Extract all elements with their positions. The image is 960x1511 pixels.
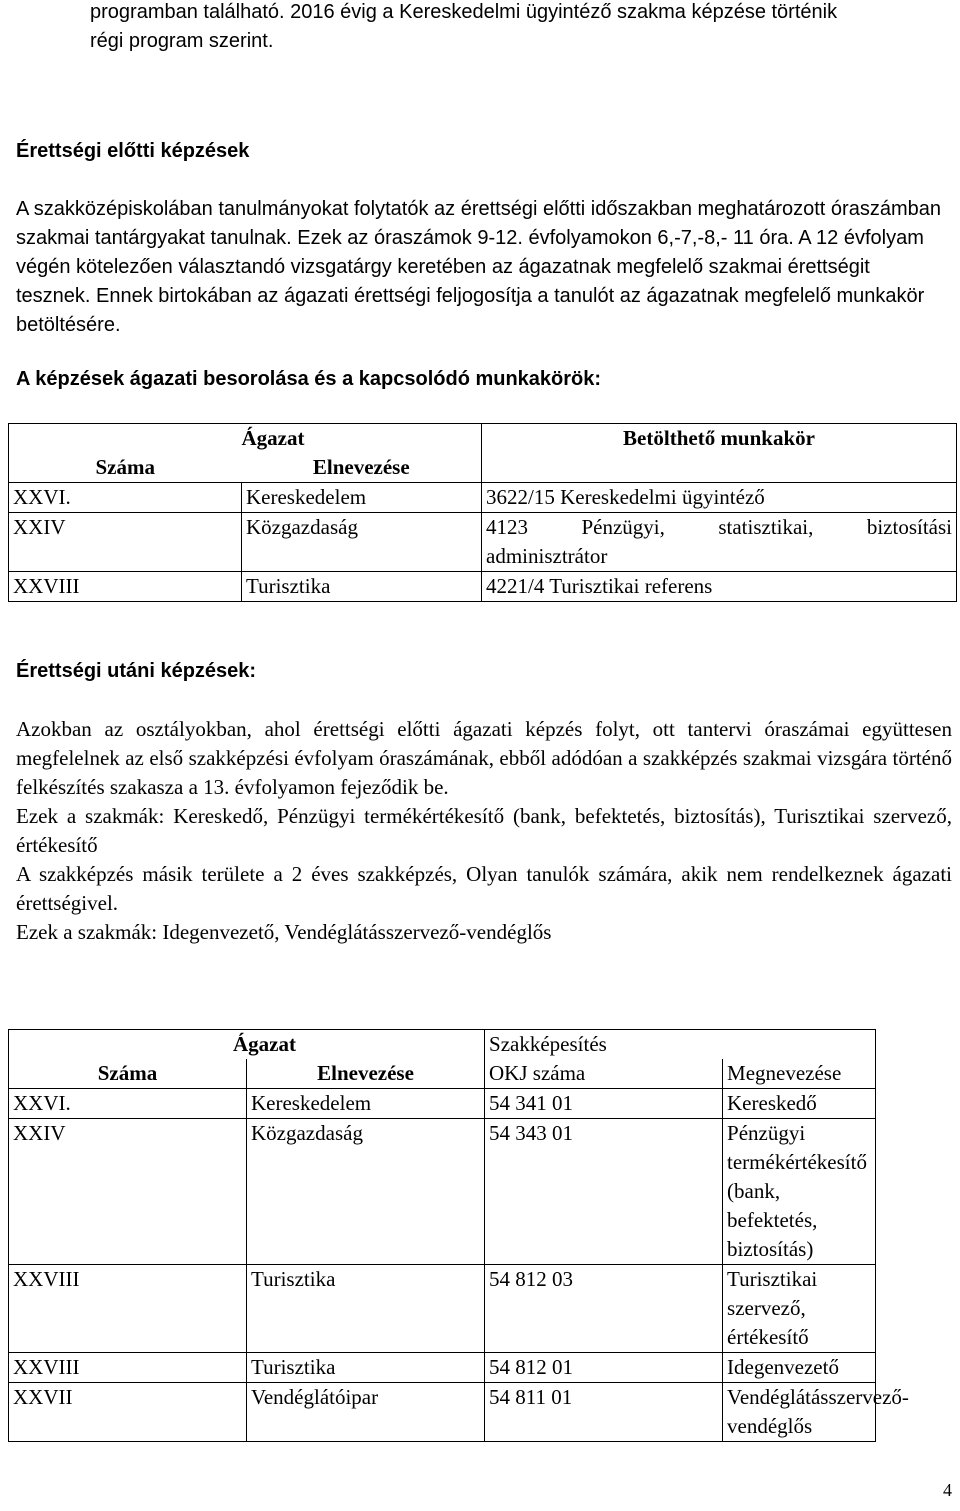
table1-header-munkakor: Betölthető munkakör: [482, 424, 957, 454]
post-exam-paragraph-3: A szakképzés másik területe a 2 éves szakképzés, Olyan tanulók számára, akik nem rendelkeznek ágazati érettségivel.: [16, 862, 952, 915]
section-heading-post-exam: Érettségi utáni képzések:: [16, 660, 257, 682]
table2-header-row: [9, 1030, 876, 1060]
table2-header-szama: Száma: [9, 1059, 247, 1089]
page-number: 4: [943, 1480, 952, 1500]
table2-header-szakkepesites: Szakképesítés: [485, 1030, 876, 1060]
table2-cell-szama: XXVIII: [9, 1353, 247, 1383]
table2-cell-okj: 54 811 01: [485, 1383, 723, 1442]
table-row: [9, 1265, 876, 1353]
table1-cell-szama: XXVIII: [9, 572, 242, 602]
pre-exam-paragraph: A szakközépiskolában tanulmányokat folytatók az érettségi előtti időszakban meghatározott óraszámban szakmai tantárgyakat tanulnak. Ezek az óraszámok 9-12. évfolyamokon 6,-7,-8,- 11 óra. A 12 évfolyam végén kötelezően választandó vizsgatárgy keretében az ágazatnak megfelelő szakmai érettségit tesznek. Ennek birtokában az ágazati érettségi feljogosítja a tanulót az ágazatnak megfelelő munkakör betöltésére.: [16, 198, 941, 336]
post-exam-paragraph-4: Ezek a szakmák: Idegenvezető, Vendéglátásszervező-vendéglős: [16, 920, 552, 944]
table-row: [9, 483, 957, 513]
table2-cell-elnevezes: Vendéglátóipar: [247, 1383, 485, 1442]
table-row: [9, 1353, 876, 1383]
table2-cell-okj: 54 341 01: [485, 1089, 723, 1119]
table2-header-megnevezese: Megnevezése: [723, 1059, 876, 1089]
table2-header-agazat: Ágazat: [9, 1030, 485, 1060]
table2-cell-okj: 54 812 01: [485, 1353, 723, 1383]
section-heading-pre-exam: Érettségi előtti képzések: [16, 140, 250, 162]
table-row: [9, 572, 957, 602]
table2-cell-szama: XXVIII: [9, 1265, 247, 1353]
table1-subheader-row: [9, 453, 957, 483]
table1-cell-munkakor: 3622/15 Kereskedelmi ügyintéző: [482, 483, 957, 513]
table-row: [9, 513, 957, 572]
table1-munkakor-line2: adminisztrátor: [486, 544, 608, 568]
table1-cell-szama: XXIV: [9, 513, 242, 572]
table2-cell-elnevezes: Turisztika: [247, 1265, 485, 1353]
intro-line-2: régi program szerint.: [90, 30, 274, 52]
table1-header-row: [9, 424, 957, 454]
table1-cell-szama: XXVI.: [9, 483, 242, 513]
post-exam-text: [16, 715, 952, 947]
table2-cell-szama: XXIV: [9, 1119, 247, 1265]
table1-heading: A képzések ágazati besorolása és a kapcsolódó munkakörök:: [16, 368, 602, 390]
table2-cell-okj: 54 812 03: [485, 1265, 723, 1353]
sector-jobs-table: [8, 423, 957, 602]
table1-header-elnevezese: Elnevezése: [242, 453, 482, 483]
table2-cell-megnevezes: Pénzügyi termékértékesítő (bank, befektetés, biztosítás): [723, 1119, 876, 1265]
table-row: [9, 1383, 876, 1442]
table2-cell-szama: XXVII: [9, 1383, 247, 1442]
table1-header-agazat: Ágazat: [9, 424, 482, 454]
table2-cell-okj: 54 343 01: [485, 1119, 723, 1265]
table2-header-okj: OKJ száma: [485, 1059, 723, 1089]
post-exam-paragraph-1: Azokban az osztályokban, ahol érettségi előtti ágazati képzés folyt, ott tantervi óraszámai együttesen megfelelnek az első szakképzési évfolyam óraszámának, ebből adódóan a szakképzés szakmai vizsgára történő felkészítés szakasza a 13. évfolyamon fejeződik be.: [16, 717, 952, 799]
table2-cell-szama: XXVI.: [9, 1089, 247, 1119]
table2-cell-elnevezes: Közgazdaság: [247, 1119, 485, 1265]
table2-subheader-row: [9, 1059, 876, 1089]
table1-cell-elnevezes: Turisztika: [242, 572, 482, 602]
table1-cell-elnevezes: Közgazdaság: [242, 513, 482, 572]
table2-cell-elnevezes: Kereskedelem: [247, 1089, 485, 1119]
table1-cell-munkakor: [482, 513, 957, 572]
table1-header-empty: [482, 453, 957, 483]
table2-cell-megnevezes: Kereskedő: [723, 1089, 876, 1119]
table2-cell-megnevezes: Turisztikai szervező, értékesítő: [723, 1265, 876, 1353]
table-row: [9, 1089, 876, 1119]
table2-cell-megnevezes: Vendéglátásszervező-vendéglős: [723, 1383, 876, 1442]
intro-line-1: programban található. 2016 évig a Kereskedelmi ügyintéző szakma képzése történik: [90, 1, 838, 23]
qualifications-table: [8, 1029, 909, 1442]
table1-cell-elnevezes: Kereskedelem: [242, 483, 482, 513]
table1-munkakor-line1: 4123 Pénzügyi, statisztikai, biztosítási: [486, 515, 953, 539]
table1-cell-munkakor: 4221/4 Turisztikai referens: [482, 572, 957, 602]
post-exam-paragraph-2: Ezek a szakmák: Kereskedő, Pénzügyi termékértékesítő (bank, befektetés, biztosítás), Turisztikai szervező, értékesítő: [16, 804, 952, 857]
table2-cell-megnevezes: Idegenvezető: [723, 1353, 876, 1383]
table1-header-szama: Száma: [9, 453, 242, 483]
table-row: [9, 1119, 876, 1265]
table2-header-elnevezese: Elnevezése: [247, 1059, 485, 1089]
table2-cell-elnevezes: Turisztika: [247, 1353, 485, 1383]
intro-text: [90, 0, 950, 56]
